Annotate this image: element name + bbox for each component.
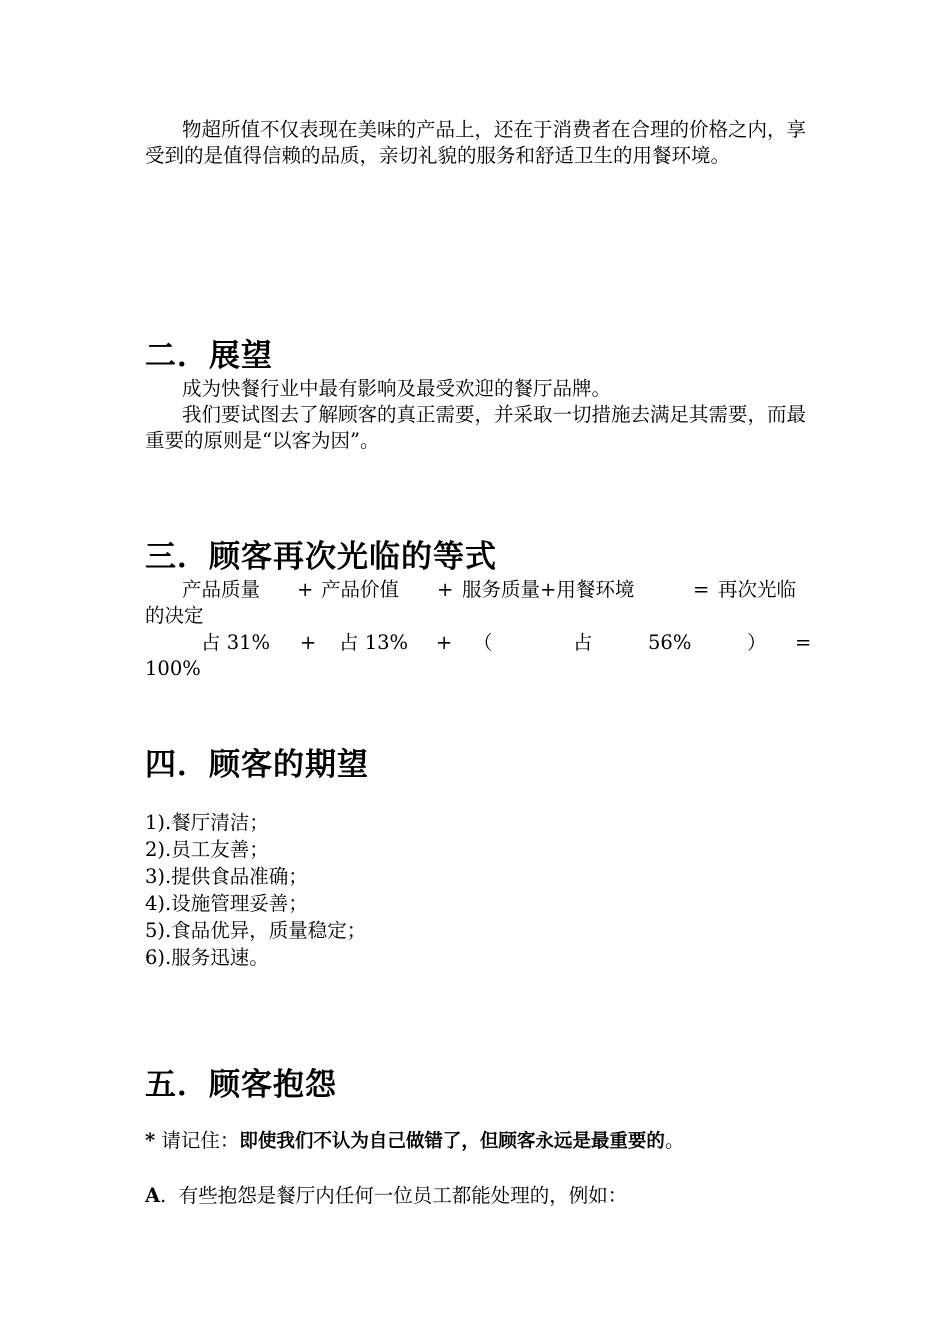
list-item: 5).食品优异，质量稳定； xyxy=(145,919,367,942)
equation-result-continued: 的决定 xyxy=(145,604,204,627)
equation-share-quality: 占 31% xyxy=(201,631,271,654)
note-end: 。 xyxy=(664,1129,685,1152)
heading-complaints: 五．顾客抱怨 xyxy=(145,1067,337,1103)
equation-total: 100% xyxy=(145,657,201,680)
list-item: 3).提供食品准确； xyxy=(145,865,308,888)
equation-plus: + xyxy=(300,631,317,654)
heading-equation: 三．顾客再次光临的等式 xyxy=(145,539,497,575)
equation-row-1 xyxy=(145,577,807,629)
equation-result: 再次光临 xyxy=(718,578,797,601)
heading-expectations: 四．顾客的期望 xyxy=(145,747,369,783)
equation-equals: = xyxy=(795,631,812,654)
equation-paren-close: ） xyxy=(747,631,767,654)
equation-plus: + xyxy=(297,578,314,601)
equation-paren-open: （ xyxy=(473,631,493,654)
item-a-label: A xyxy=(145,1184,161,1207)
equation-item-service-environment: 服务质量+用餐环境 xyxy=(462,578,635,601)
item-a-text: 有些抱怨是餐厅内任何一位员工都能处理的，例如： xyxy=(178,1184,628,1207)
list-item: 2).员工友善； xyxy=(145,838,269,861)
equation-item-value: 产品价值 xyxy=(321,578,400,601)
heading-outlook: 二．展望 xyxy=(145,338,273,374)
list-item: 4).设施管理妥善； xyxy=(145,892,308,915)
equation-share-service-value: 56% xyxy=(648,631,692,654)
list-item: 6).服务迅速。 xyxy=(145,946,269,969)
complaints-item-a xyxy=(145,1183,807,1209)
equation-plus: + xyxy=(436,631,453,654)
outlook-paragraph-2: 我们要试图去了解顾客的真正需要，并采取一切措施去满足其需要，而最重要的原则是“以客为因”。 xyxy=(145,403,807,452)
note-star: * xyxy=(145,1129,156,1152)
expectations-list xyxy=(145,809,366,971)
equation-share-service-label: 占 xyxy=(573,631,593,654)
intro-paragraph: 物超所值不仅表现在美味的产品上，还在于消费者在合理的价格之内，享受到的是值得信赖的品质，亲切礼貌的服务和舒适卫生的用餐环境。 xyxy=(145,118,807,167)
complaints-note xyxy=(145,1128,845,1155)
equation-row-2 xyxy=(145,630,812,682)
equation-item-quality: 产品质量 xyxy=(182,578,261,601)
list-item: 1).餐厅清洁； xyxy=(145,811,269,834)
equation-plus: + xyxy=(437,578,454,601)
item-a-dot: . xyxy=(160,1184,167,1207)
outlook-paragraph-1: 成为快餐行业中最有影响及最受欢迎的餐厅品牌。 xyxy=(182,377,612,400)
equation-equals: = xyxy=(693,578,710,601)
equation-share-value: 占 13% xyxy=(339,631,409,654)
note-prefix: 请记住： xyxy=(161,1129,240,1152)
note-emphasis: 即使我们不认为自己做错了，但顾客永远是最重要的 xyxy=(239,1131,665,1152)
